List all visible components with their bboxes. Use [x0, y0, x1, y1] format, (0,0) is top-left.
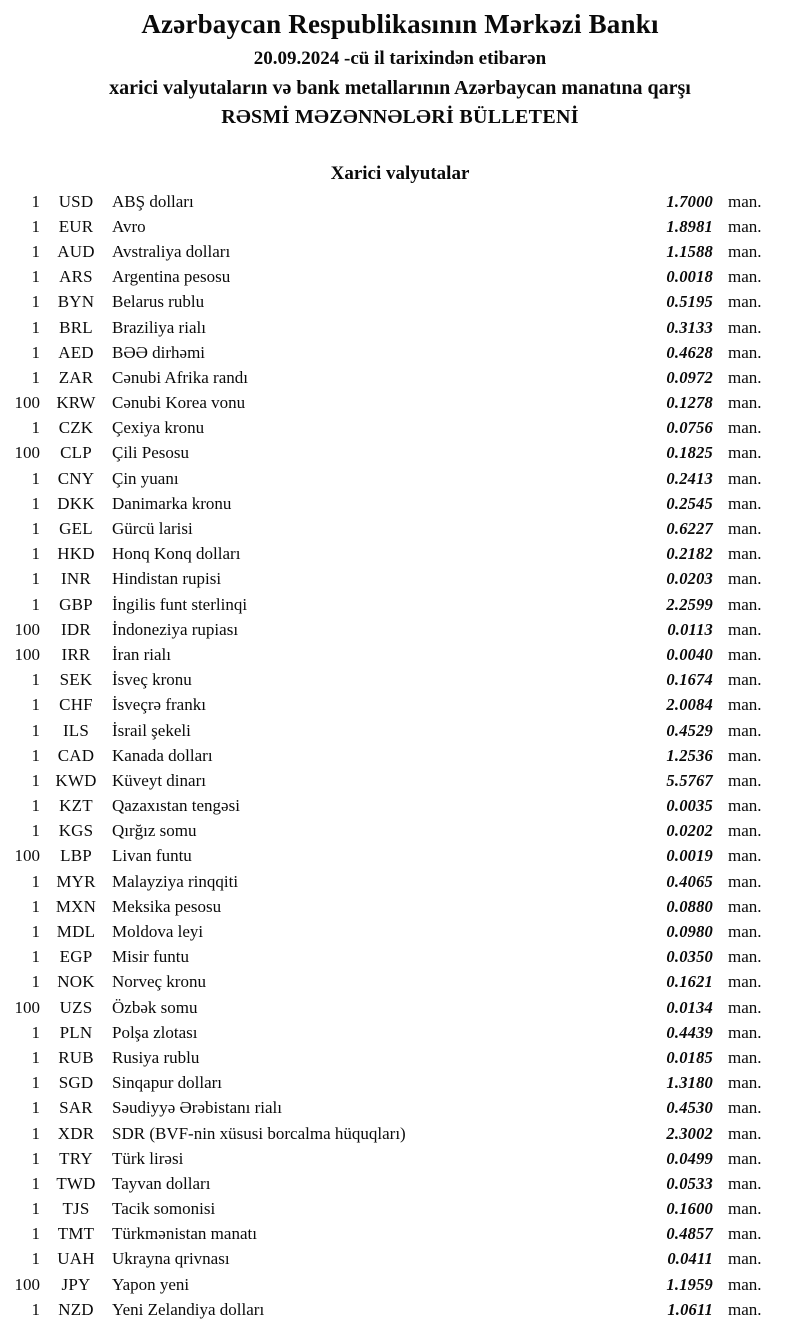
rate-row: [0, 919, 800, 944]
unit-cell: man.: [728, 393, 762, 413]
quantity-cell: 1: [31, 871, 40, 891]
rate-value-cell: 1.8981: [666, 216, 713, 236]
rate-value-cell: 0.0980: [666, 922, 713, 942]
rate-row: [0, 189, 800, 214]
unit-cell: man.: [728, 796, 762, 816]
currency-name-cell: SDR (BVF-nin xüsusi borcalma hüquqları): [112, 1123, 406, 1143]
rate-row: [0, 592, 800, 617]
currency-name-cell: İsveçrə frankı: [112, 695, 206, 715]
rate-value-cell: 0.0533: [666, 1173, 713, 1193]
rate-value-cell: 0.5195: [666, 292, 713, 312]
rate-value-cell: 0.0411: [667, 1249, 713, 1269]
unit-cell: man.: [728, 871, 762, 891]
rate-row: [0, 617, 800, 642]
quantity-cell: 1: [31, 922, 40, 942]
rate-value-cell: 0.2182: [666, 544, 713, 564]
currency-code-cell: AUD: [57, 241, 95, 261]
unit-cell: man.: [728, 241, 762, 261]
currency-code-cell: KRW: [56, 393, 96, 413]
unit-cell: man.: [728, 846, 762, 866]
unit-cell: man.: [728, 619, 762, 639]
currency-code-cell: GBP: [59, 594, 93, 614]
rate-row: [0, 693, 800, 718]
rate-row: [0, 265, 800, 290]
rate-row: [0, 844, 800, 869]
currency-name-cell: Meksika pesosu: [112, 896, 222, 916]
rate-value-cell: 0.0880: [666, 896, 713, 916]
rate-row: [0, 1222, 800, 1247]
rate-row: [0, 1121, 800, 1146]
rate-row: [0, 416, 800, 441]
quantity-cell: 1: [31, 216, 40, 236]
currency-code-cell: CZK: [58, 418, 94, 438]
currency-name-cell: Özbək somu: [112, 997, 198, 1017]
currency-code-cell: PLN: [59, 1022, 93, 1042]
rate-value-cell: 0.6227: [666, 519, 713, 539]
quantity-cell: 100: [14, 1274, 40, 1294]
rate-row: [0, 1071, 800, 1096]
unit-cell: man.: [728, 1249, 762, 1269]
quantity-cell: 1: [31, 292, 40, 312]
quantity-cell: 1: [31, 670, 40, 690]
quantity-cell: 1: [31, 1173, 40, 1193]
unit-cell: man.: [728, 821, 762, 841]
rate-row: [0, 542, 800, 567]
rate-row: [0, 441, 800, 466]
quantity-cell: 1: [31, 267, 40, 287]
quantity-cell: 1: [31, 1249, 40, 1269]
rate-value-cell: 0.0035: [666, 796, 713, 816]
unit-cell: man.: [728, 1199, 762, 1219]
rate-row: [0, 290, 800, 315]
unit-cell: man.: [728, 493, 762, 513]
quantity-cell: 1: [31, 1299, 40, 1319]
unit-cell: man.: [728, 342, 762, 362]
currency-code-cell: EUR: [58, 216, 94, 236]
currency-code-cell: SAR: [59, 1098, 93, 1118]
unit-cell: man.: [728, 1224, 762, 1244]
rate-value-cell: 0.1674: [666, 670, 713, 690]
quantity-cell: 1: [31, 1022, 40, 1042]
unit-cell: man.: [728, 216, 762, 236]
rate-value-cell: 0.0134: [666, 997, 713, 1017]
rate-value-cell: 0.0040: [666, 644, 713, 664]
quantity-cell: 1: [31, 821, 40, 841]
currency-name-cell: Yapon yeni: [112, 1274, 190, 1294]
rate-row: [0, 1197, 800, 1222]
rate-row: [0, 315, 800, 340]
rate-value-cell: 1.3180: [666, 1073, 713, 1093]
rate-value-cell: 0.0350: [666, 947, 713, 967]
quantity-cell: 1: [31, 493, 40, 513]
currency-code-cell: DKK: [57, 493, 95, 513]
rate-value-cell: 0.0018: [666, 267, 713, 287]
quantity-cell: 1: [31, 1073, 40, 1093]
currency-code-cell: CLP: [60, 443, 92, 463]
rate-value-cell: 0.4628: [666, 342, 713, 362]
rate-value-cell: 1.7000: [666, 191, 713, 211]
quantity-cell: 1: [31, 519, 40, 539]
currency-code-cell: XDR: [57, 1123, 95, 1143]
currency-name-cell: Küveyt dinarı: [112, 770, 206, 790]
bank-title: Azərbaycan Respublikasının Mərkəzi Bankı: [141, 9, 659, 39]
rate-row: [0, 970, 800, 995]
rate-value-cell: 0.2545: [666, 493, 713, 513]
unit-cell: man.: [728, 997, 762, 1017]
currency-code-cell: UZS: [59, 997, 93, 1017]
rate-row: [0, 340, 800, 365]
currency-name-cell: Cənubi Afrika randı: [112, 367, 248, 387]
rate-row: [0, 642, 800, 667]
rate-row: [0, 516, 800, 541]
currency-name-cell: İndoneziya rupiası: [112, 619, 239, 639]
quantity-cell: 100: [14, 997, 40, 1017]
currency-code-cell: KZT: [59, 796, 93, 816]
currency-code-cell: HKD: [57, 544, 95, 564]
rates-table: [0, 189, 800, 1322]
currency-name-cell: Honq Konq dolları: [112, 544, 241, 564]
rate-row: [0, 491, 800, 516]
currency-name-cell: İran rialı: [112, 644, 171, 664]
currency-name-cell: BƏƏ dirhəmi: [112, 342, 206, 362]
unit-cell: man.: [728, 644, 762, 664]
quantity-cell: 100: [14, 846, 40, 866]
unit-cell: man.: [728, 1123, 762, 1143]
rate-value-cell: 0.3133: [666, 317, 713, 337]
currency-code-cell: KGS: [58, 821, 94, 841]
unit-cell: man.: [728, 1022, 762, 1042]
unit-cell: man.: [728, 745, 762, 765]
currency-code-cell: NZD: [58, 1299, 94, 1319]
rate-value-cell: 0.0202: [666, 821, 713, 841]
currency-name-cell: Ukrayna qrivnası: [112, 1249, 230, 1269]
rate-value-cell: 0.0185: [666, 1047, 713, 1067]
quantity-cell: 1: [31, 569, 40, 589]
currency-code-cell: IRR: [61, 644, 91, 664]
currency-code-cell: CAD: [57, 745, 95, 765]
currency-code-cell: TRY: [59, 1148, 93, 1168]
currency-code-cell: BRL: [59, 317, 93, 337]
currency-code-cell: CNY: [57, 468, 95, 488]
currency-name-cell: Sinqapur dolları: [112, 1073, 223, 1093]
currency-name-cell: Çin yuanı: [112, 468, 179, 488]
currency-code-cell: TJS: [62, 1199, 90, 1219]
unit-cell: man.: [728, 695, 762, 715]
quantity-cell: 1: [31, 544, 40, 564]
unit-cell: man.: [728, 972, 762, 992]
rate-row: [0, 1297, 800, 1322]
quantity-cell: 1: [31, 695, 40, 715]
currency-code-cell: KWD: [55, 770, 97, 790]
rate-value-cell: 0.0756: [666, 418, 713, 438]
rate-value-cell: 0.1600: [666, 1199, 713, 1219]
rate-row: [0, 391, 800, 416]
unit-cell: man.: [728, 1047, 762, 1067]
currency-code-cell: TMT: [57, 1224, 95, 1244]
currency-name-cell: İsveç kronu: [112, 670, 192, 690]
quantity-cell: 1: [31, 418, 40, 438]
currency-name-cell: Belarus rublu: [112, 292, 205, 312]
unit-cell: man.: [728, 1148, 762, 1168]
currency-code-cell: MXN: [55, 896, 97, 916]
rate-value-cell: 0.4529: [666, 720, 713, 740]
rate-row: [0, 819, 800, 844]
currency-code-cell: JPY: [61, 1274, 91, 1294]
currency-name-cell: Çili Pesosu: [112, 443, 189, 463]
unit-cell: man.: [728, 947, 762, 967]
unit-cell: man.: [728, 1098, 762, 1118]
quantity-cell: 1: [31, 947, 40, 967]
currency-code-cell: UAH: [57, 1249, 95, 1269]
unit-cell: man.: [728, 1073, 762, 1093]
rate-row: [0, 869, 800, 894]
currency-name-cell: Avro: [112, 216, 146, 236]
quantity-cell: 1: [31, 342, 40, 362]
unit-cell: man.: [728, 896, 762, 916]
currency-name-cell: Argentina pesosu: [112, 267, 231, 287]
currency-name-cell: Misir funtu: [112, 947, 189, 967]
rate-value-cell: 0.4530: [666, 1098, 713, 1118]
quantity-cell: 1: [31, 241, 40, 261]
rate-row: [0, 995, 800, 1020]
rate-row: [0, 365, 800, 390]
unit-cell: man.: [728, 1299, 762, 1319]
quantity-cell: 1: [31, 720, 40, 740]
unit-cell: man.: [728, 1274, 762, 1294]
quantity-cell: 1: [31, 1148, 40, 1168]
rate-row: [0, 1272, 800, 1297]
quantity-cell: 1: [31, 745, 40, 765]
currency-code-cell: IDR: [61, 619, 91, 639]
quantity-cell: 1: [31, 367, 40, 387]
currency-name-cell: ABŞ dolları: [112, 191, 194, 211]
unit-cell: man.: [728, 267, 762, 287]
rate-value-cell: 1.2536: [666, 745, 713, 765]
unit-cell: man.: [728, 569, 762, 589]
currency-name-cell: Malayziya rinqqiti: [112, 871, 239, 891]
rate-value-cell: 5.5767: [666, 770, 713, 790]
quantity-cell: 1: [31, 1199, 40, 1219]
rate-row: [0, 768, 800, 793]
rate-value-cell: 0.0019: [666, 846, 713, 866]
currency-code-cell: USD: [58, 191, 94, 211]
currency-code-cell: CHF: [59, 695, 93, 715]
currency-code-cell: AED: [58, 342, 94, 362]
rate-value-cell: 0.1278: [666, 393, 713, 413]
rate-value-cell: 0.2413: [666, 468, 713, 488]
rate-value-cell: 0.0203: [666, 569, 713, 589]
currency-name-cell: Səudiyyə Ərəbistanı rialı: [112, 1098, 282, 1118]
currency-code-cell: ZAR: [58, 367, 94, 387]
rate-row: [0, 1045, 800, 1070]
unit-cell: man.: [728, 519, 762, 539]
rate-row: [0, 718, 800, 743]
rate-value-cell: 1.1588: [666, 241, 713, 261]
rate-value-cell: 0.0499: [666, 1148, 713, 1168]
currency-name-cell: İsrail şekeli: [112, 720, 191, 740]
rate-value-cell: 1.0611: [667, 1299, 713, 1319]
unit-cell: man.: [728, 317, 762, 337]
currency-name-cell: Cənubi Korea vonu: [112, 393, 246, 413]
quantity-cell: 1: [31, 896, 40, 916]
currency-code-cell: ILS: [62, 720, 90, 740]
currency-name-cell: Danimarka kronu: [112, 493, 232, 513]
currency-name-cell: Hindistan rupisi: [112, 569, 222, 589]
currency-code-cell: SGD: [58, 1073, 94, 1093]
effective-date-line: 20.09.2024 -cü il tarixindən etibarən: [253, 48, 547, 69]
rate-row: [0, 567, 800, 592]
quantity-cell: 1: [31, 317, 40, 337]
currency-name-cell: Tacik somonisi: [112, 1199, 216, 1219]
rate-row: [0, 1020, 800, 1045]
bulletin-title: RƏSMİ MƏZƏNNƏLƏRİ BÜLLETENİ: [221, 106, 579, 128]
unit-cell: man.: [728, 1173, 762, 1193]
currency-code-cell: GEL: [59, 519, 93, 539]
quantity-cell: 1: [31, 796, 40, 816]
rate-row: [0, 743, 800, 768]
rate-value-cell: 1.1959: [666, 1274, 713, 1294]
quantity-cell: 1: [31, 1224, 40, 1244]
rate-value-cell: 0.4439: [666, 1022, 713, 1042]
currency-name-cell: Kanada dolları: [112, 745, 213, 765]
currency-name-cell: Polşa zlotası: [112, 1022, 198, 1042]
unit-cell: man.: [728, 418, 762, 438]
rate-row: [0, 1247, 800, 1272]
currency-name-cell: Livan funtu: [112, 846, 192, 866]
currency-code-cell: NOK: [57, 972, 95, 992]
quantity-cell: 1: [31, 1123, 40, 1143]
currency-name-cell: Gürcü larisi: [112, 519, 193, 539]
currency-name-cell: Yeni Zelandiya dolları: [112, 1299, 265, 1319]
rate-row: [0, 894, 800, 919]
currency-name-cell: Avstraliya dolları: [112, 241, 231, 261]
currency-name-cell: Qazaxıstan tengəsi: [112, 796, 240, 816]
quantity-cell: 1: [31, 594, 40, 614]
rate-value-cell: 2.3002: [666, 1123, 713, 1143]
currency-code-cell: RUB: [58, 1047, 94, 1067]
currency-code-cell: ARS: [59, 267, 93, 287]
unit-cell: man.: [728, 443, 762, 463]
rate-value-cell: 0.4065: [666, 871, 713, 891]
unit-cell: man.: [728, 770, 762, 790]
bulletin-subtitle: xarici valyutaların və bank metallarının Azərbaycan manatına qarşı: [109, 77, 691, 99]
quantity-cell: 1: [31, 770, 40, 790]
currency-code-cell: TWD: [56, 1173, 96, 1193]
currency-name-cell: Türk lirəsi: [112, 1148, 184, 1168]
currency-name-cell: Qırğız somu: [112, 821, 197, 841]
unit-cell: man.: [728, 292, 762, 312]
quantity-cell: 1: [31, 191, 40, 211]
currency-code-cell: INR: [61, 569, 91, 589]
currency-name-cell: Moldova leyi: [112, 922, 204, 942]
rate-value-cell: 0.0113: [667, 619, 713, 639]
currency-code-cell: SEK: [59, 670, 93, 690]
quantity-cell: 1: [31, 1047, 40, 1067]
unit-cell: man.: [728, 720, 762, 740]
unit-cell: man.: [728, 594, 762, 614]
quantity-cell: 1: [31, 468, 40, 488]
currency-code-cell: BYN: [57, 292, 95, 312]
rate-row: [0, 945, 800, 970]
rate-value-cell: 2.0084: [666, 695, 713, 715]
currency-name-cell: Tayvan dolları: [112, 1173, 211, 1193]
quantity-cell: 1: [31, 1098, 40, 1118]
rate-value-cell: 0.1825: [666, 443, 713, 463]
currency-code-cell: EGP: [59, 947, 93, 967]
section-title-foreign-currencies: Xarici valyutalar: [330, 163, 470, 184]
quantity-cell: 1: [31, 972, 40, 992]
unit-cell: man.: [728, 922, 762, 942]
rate-value-cell: 0.0972: [666, 367, 713, 387]
rate-value-cell: 0.1621: [666, 972, 713, 992]
rate-row: [0, 214, 800, 239]
quantity-cell: 100: [14, 619, 40, 639]
quantity-cell: 100: [14, 393, 40, 413]
currency-code-cell: MYR: [56, 871, 96, 891]
rate-row: [0, 794, 800, 819]
unit-cell: man.: [728, 367, 762, 387]
rate-row: [0, 1171, 800, 1196]
currency-code-cell: LBP: [60, 846, 92, 866]
currency-name-cell: Çexiya kronu: [112, 418, 205, 438]
rate-row: [0, 239, 800, 264]
rate-row: [0, 1146, 800, 1171]
currency-name-cell: Braziliya rialı: [112, 317, 206, 337]
unit-cell: man.: [728, 191, 762, 211]
quantity-cell: 100: [14, 644, 40, 664]
rate-value-cell: 2.2599: [666, 594, 713, 614]
unit-cell: man.: [728, 468, 762, 488]
rate-row: [0, 466, 800, 491]
unit-cell: man.: [728, 544, 762, 564]
currency-code-cell: MDL: [56, 922, 96, 942]
rate-row: [0, 668, 800, 693]
rate-value-cell: 0.4857: [666, 1224, 713, 1244]
currency-name-cell: İngilis funt sterlinqi: [112, 594, 248, 614]
currency-name-cell: Türkmənistan manatı: [112, 1224, 257, 1244]
unit-cell: man.: [728, 670, 762, 690]
quantity-cell: 100: [14, 443, 40, 463]
currency-name-cell: Norveç kronu: [112, 972, 206, 992]
rate-row: [0, 1096, 800, 1121]
currency-name-cell: Rusiya rublu: [112, 1047, 200, 1067]
